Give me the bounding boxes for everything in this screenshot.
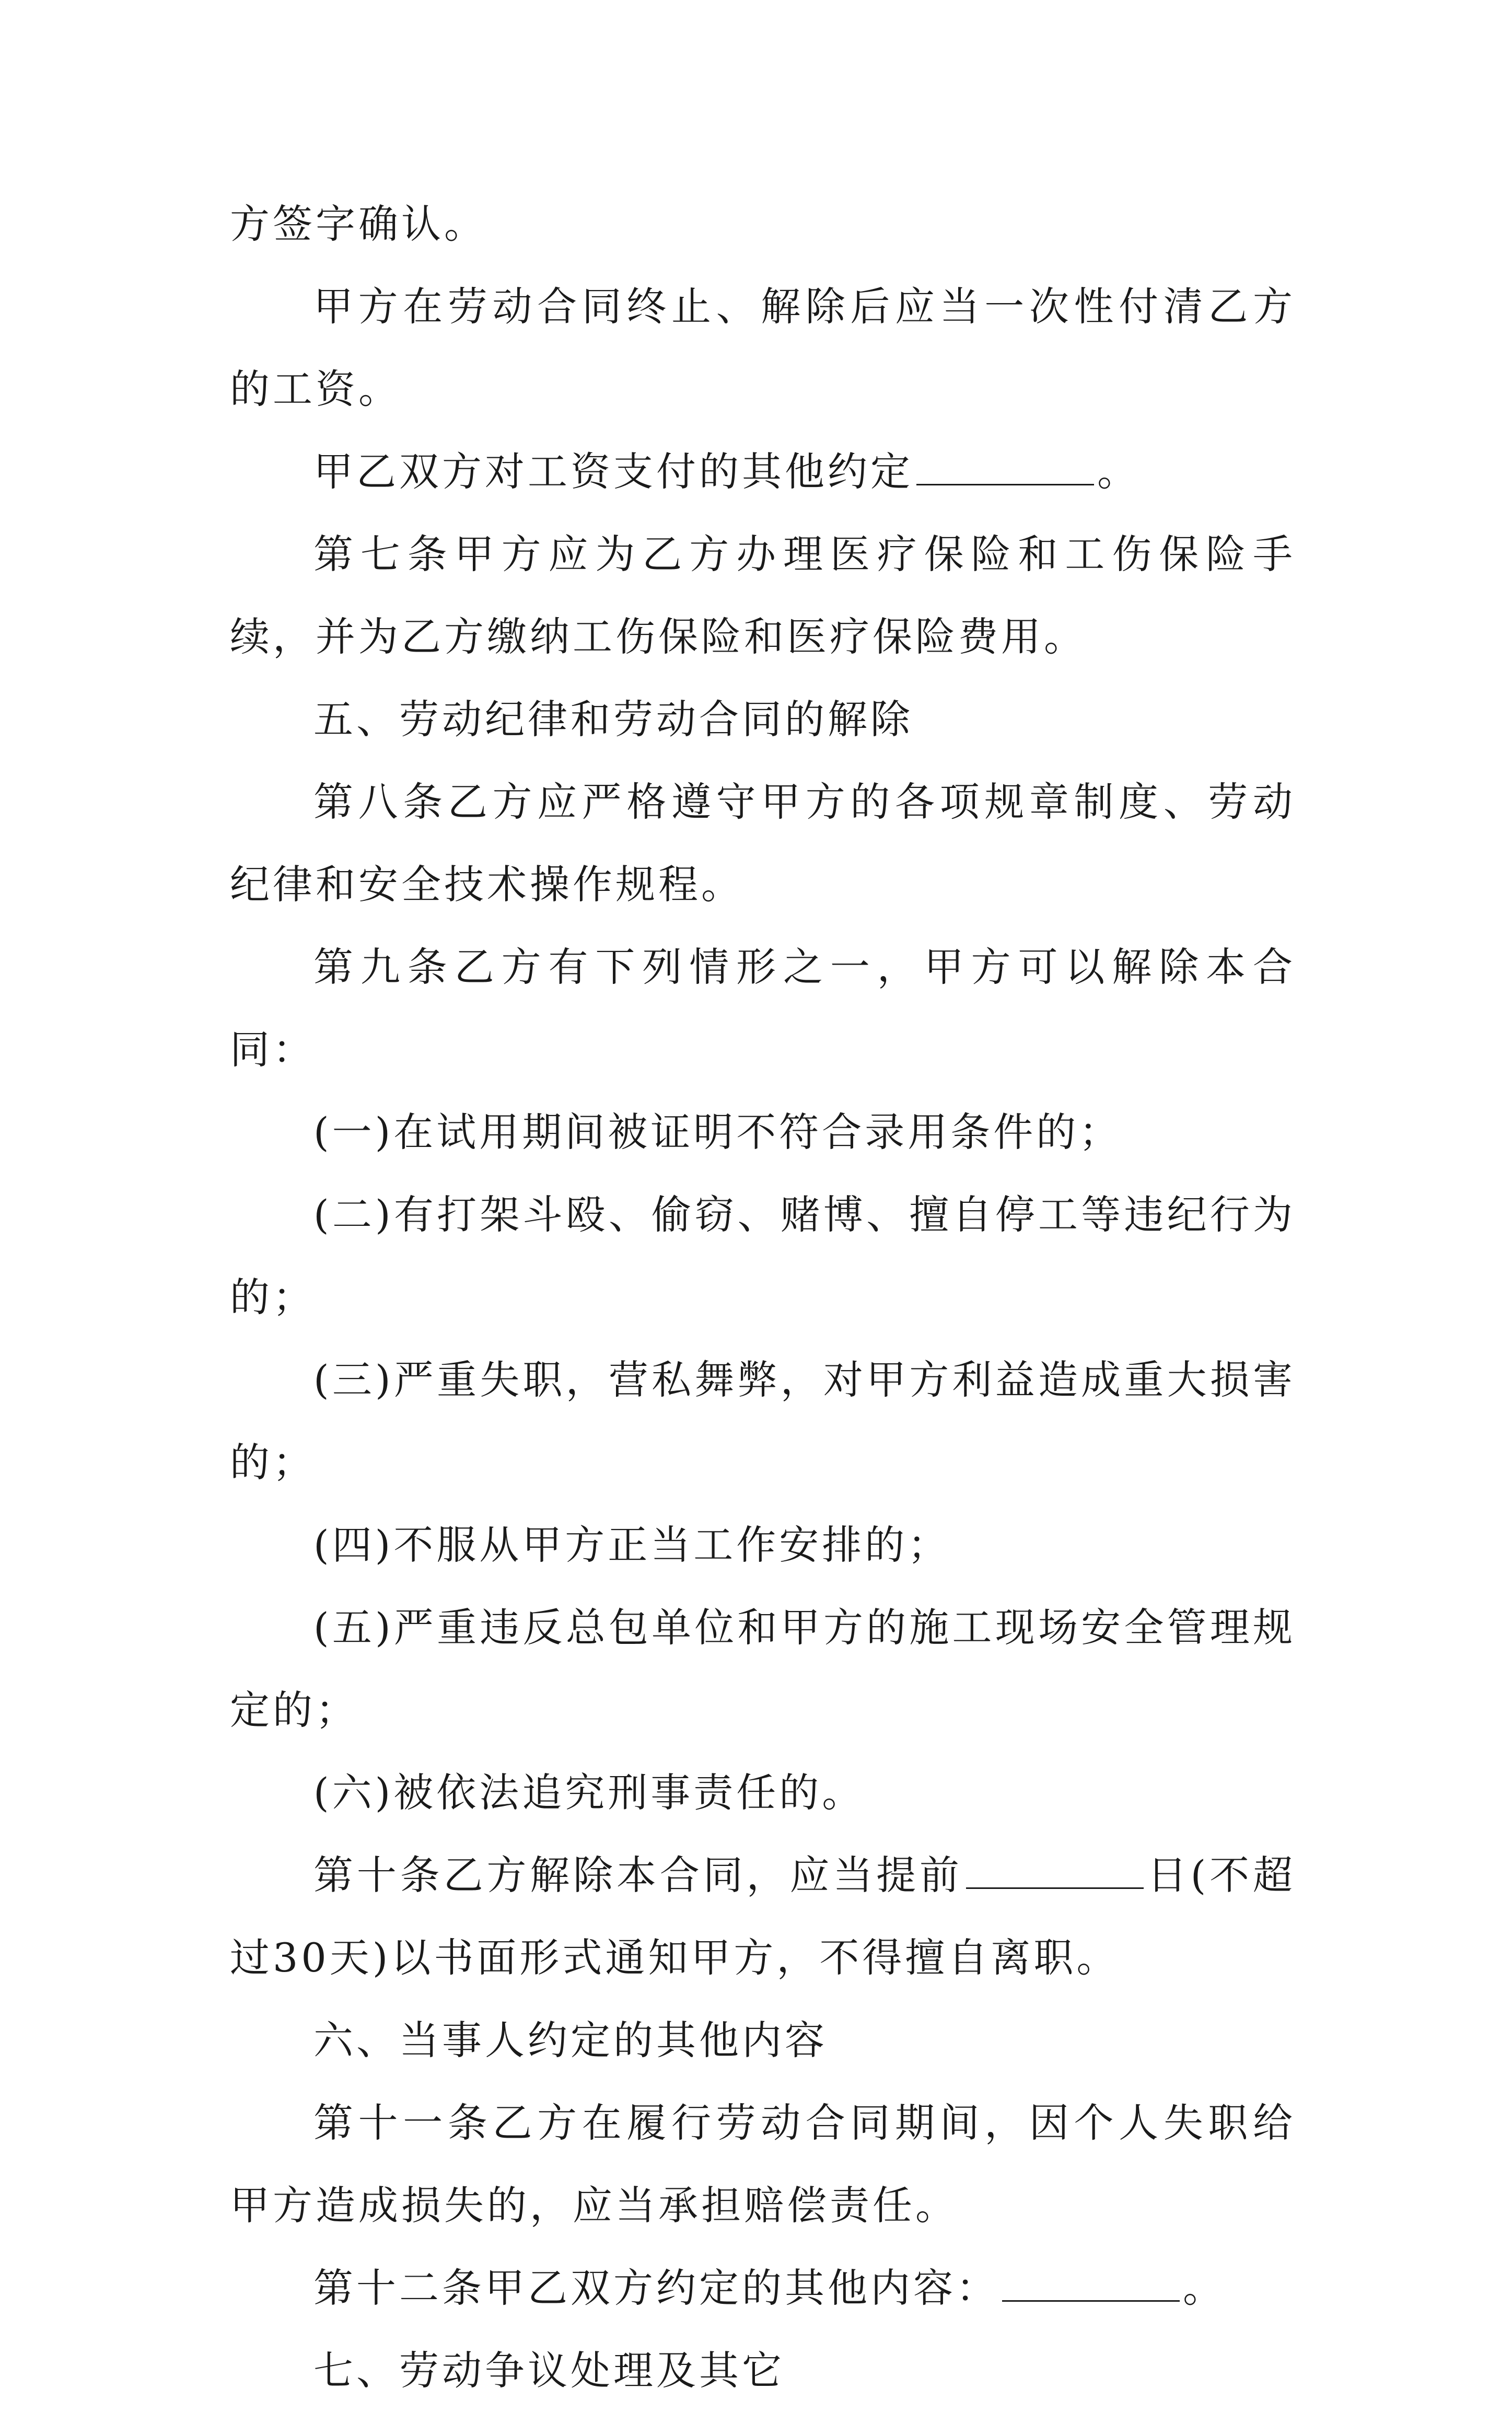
paragraph-text: 日(不超过30天)以书面形式通知甲方，不得擅自离职。 — [230, 1852, 1296, 1981]
paragraph-p1 — [230, 183, 1296, 265]
paragraph-p5 — [230, 678, 1296, 761]
paragraph-p13 — [230, 1752, 1296, 1834]
paragraph-p8 — [230, 1091, 1296, 1174]
fill-in-blank[interactable] — [1002, 2264, 1180, 2302]
paragraph-text: 第十条乙方解除本合同，应当提前 — [313, 1852, 963, 1898]
paragraph-text: 第十一条乙方在履行劳动合同期间，因个人失职给甲方造成损失的，应当承担赔偿责任。 — [230, 2100, 1296, 2229]
paragraph-text: (六)被依法追究刑事责任的。 — [313, 1769, 865, 1816]
paragraph-text: 第七条甲方应为乙方办理医疗保险和工伤保险手续，并为乙方缴纳工伤保险和医疗保险费用。 — [230, 531, 1296, 660]
paragraph-text: 甲方在劳动合同终止、解除后应当一次性付清乙方的工资。 — [230, 283, 1296, 412]
paragraph-text: 甲乙双方对工资支付的其他约定 — [313, 448, 913, 495]
paragraph-text: 五、劳动纪律和劳动合同的解除 — [313, 696, 913, 743]
paragraph-text: 方签字确认。 — [230, 201, 487, 247]
paragraph-p2 — [230, 265, 1296, 431]
paragraph-text: 。 — [1097, 448, 1140, 495]
paragraph-p10 — [230, 1339, 1296, 1504]
paragraph-p14 — [230, 1834, 1296, 1999]
paragraph-text: 七、劳动争议处理及其它 — [313, 2347, 785, 2394]
paragraph-p18 — [230, 2329, 1296, 2412]
paragraph-text: 第十二条甲乙双方约定的其他内容： — [313, 2265, 999, 2311]
paragraph-text: 六、当事人约定的其他内容 — [313, 2017, 828, 2063]
fill-in-blank[interactable] — [916, 447, 1094, 485]
paragraph-text: 第八条乙方应严格遵守甲方的各项规章制度、劳动纪律和安全技术操作规程。 — [230, 779, 1296, 908]
paragraph-text: (一)在试用期间被证明不符合录用条件的； — [313, 1109, 1122, 1155]
paragraph-text: (四)不服从甲方正当工作安排的； — [313, 1522, 951, 1568]
paragraph-p17 — [230, 2247, 1296, 2329]
paragraph-p7 — [230, 926, 1296, 1091]
paragraph-p11 — [230, 1504, 1296, 1586]
paragraph-p9 — [230, 1174, 1296, 1339]
paragraph-p6 — [230, 761, 1296, 926]
paragraph-p15 — [230, 1999, 1296, 2082]
paragraph-p16 — [230, 2082, 1296, 2247]
paragraph-text: (五)严重违反总包单位和甲方的施工现场安全管理规定的； — [230, 1604, 1296, 1733]
contract-text-body — [230, 183, 1296, 2412]
paragraph-p3 — [230, 431, 1296, 513]
paragraph-p12 — [230, 1586, 1296, 1752]
paragraph-text: (二)有打架斗殴、偷窃、赌博、擅自停工等违纪行为的； — [230, 1191, 1296, 1320]
fill-in-blank[interactable] — [966, 1851, 1144, 1889]
paragraph-text: 。 — [1183, 2265, 1226, 2311]
paragraph-text: (三)严重失职，营私舞弊，对甲方利益造成重大损害的； — [230, 1356, 1296, 1486]
paragraph-p4 — [230, 513, 1296, 678]
paragraph-text: 第九条乙方有下列情形之一，甲方可以解除本合同： — [230, 944, 1296, 1073]
